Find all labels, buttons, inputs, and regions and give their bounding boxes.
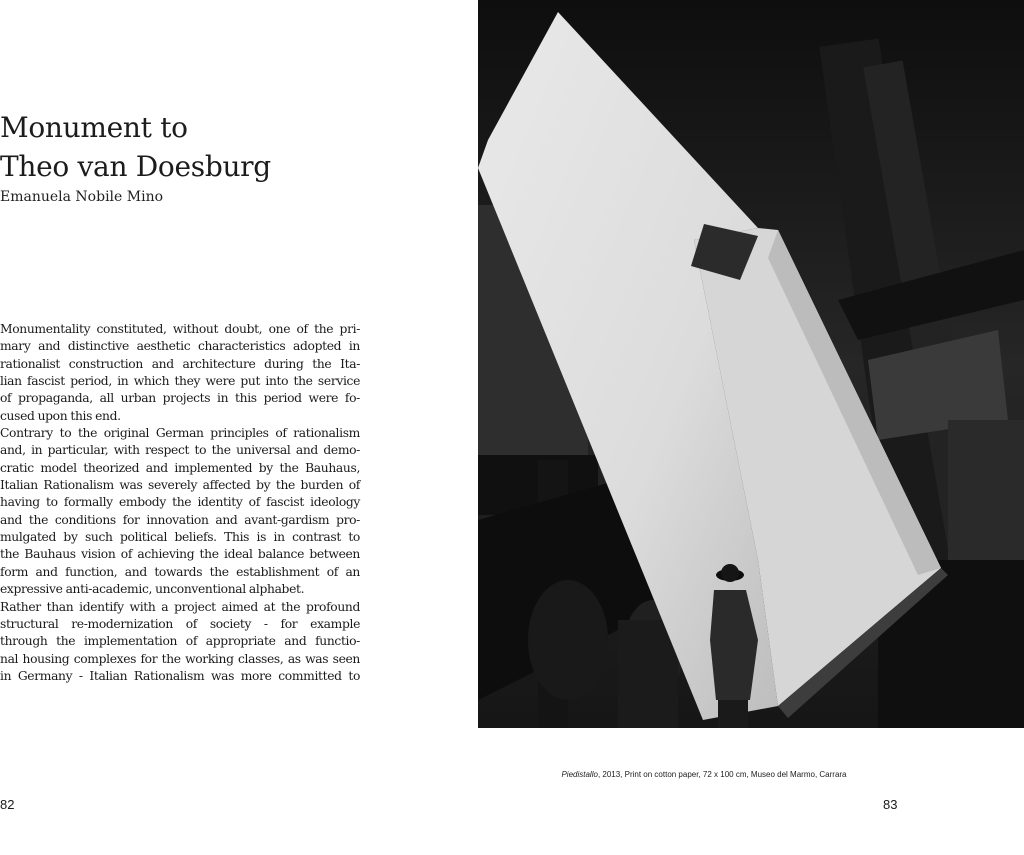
body-line: and the conditions for innovation and avant-gardism pro- (0, 512, 360, 527)
caption-details: , 2013, Print on cotton paper, 72 x 100 cm, Museo del Marmo, Carrara (597, 770, 847, 779)
title-line-2: Theo van Doesburg (0, 150, 271, 183)
body-line: Monumentality constituted, without doubt, one of the pri- (0, 322, 360, 336)
body-line: mary and distinctive aesthetic characteristics adopted in (0, 339, 360, 354)
title-line-1: Monument to (0, 111, 188, 144)
body-line: having to formally embody the identity of fascist ideology (0, 495, 360, 510)
article-title (0, 108, 460, 186)
body-line: structural re-modernization of society - for example (0, 616, 360, 631)
artwork-photograph (478, 0, 1024, 728)
body-line: through the implementation of appropriate and functio- (0, 634, 360, 649)
body-line: lian fascist period, in which they were put into the service (0, 374, 360, 389)
body-line: Contrary to the original German principles of rationalism (0, 426, 360, 441)
body-line: nal housing complexes for the working classes, as was seen (0, 651, 360, 666)
body-line: Rather than identify with a project aimed at the profound (0, 599, 360, 614)
page-number-left: 82 (0, 797, 15, 812)
body-line: form and function, and towards the establishment of an (0, 564, 360, 579)
body-line: Italian Rationalism was severely affected by the burden of (0, 478, 360, 493)
body-line: rationalist construction and architecture during the Ita- (0, 356, 360, 371)
caption-title: Piedistallo (561, 770, 598, 779)
body-line: cused upon this end. (0, 408, 121, 423)
body-line: mulgated by such political beliefs. This is in contrast to (0, 530, 360, 545)
article-body (0, 321, 360, 685)
photo-illustration (478, 0, 1024, 728)
body-line: and, in particular, with respect to the universal and demo- (0, 443, 360, 458)
body-line: cratic model theorized and implemented by the Bauhaus, (0, 460, 360, 475)
photo-caption (478, 770, 930, 779)
article-author: Emanuela Nobile Mino (0, 189, 164, 205)
body-line: in Germany - Italian Rationalism was more committed to (0, 668, 360, 683)
body-line: the Bauhaus vision of achieving the ideal balance between (0, 547, 360, 562)
body-line: expressive anti-academic, unconventional alphabet. (0, 582, 305, 597)
body-line: of propaganda, all urban projects in this period were fo- (0, 391, 360, 406)
page-number-right: 83 (883, 797, 898, 812)
